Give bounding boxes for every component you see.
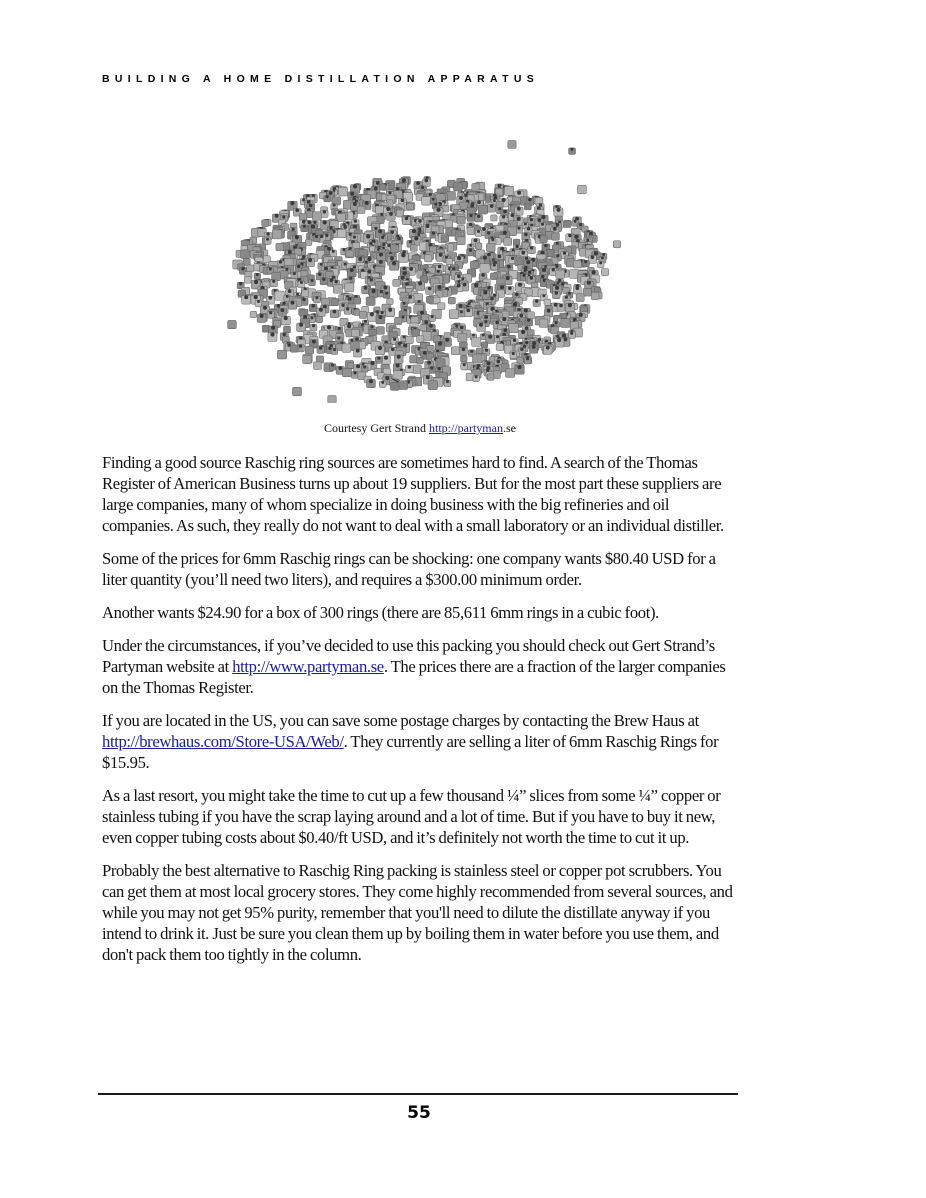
ring-icon — [354, 349, 362, 357]
ring-icon — [475, 230, 482, 236]
ring-icon — [415, 281, 424, 290]
ring-icon — [387, 212, 396, 220]
ring-icon — [316, 316, 323, 322]
ring-icon — [475, 215, 483, 222]
ring-icon — [454, 183, 463, 191]
ring-icon — [435, 341, 445, 350]
ring-icon — [420, 325, 427, 332]
ring-icon — [578, 185, 587, 194]
ring-icon — [573, 286, 581, 294]
ring-icon — [524, 358, 531, 364]
ring-icon — [395, 317, 403, 324]
ring-icon — [394, 371, 403, 379]
ring-icon — [407, 203, 414, 210]
ring-icon — [544, 299, 551, 305]
ring-icon — [399, 253, 409, 262]
ring-icon — [377, 253, 386, 262]
ring-icon — [436, 359, 445, 368]
ring-icon — [257, 314, 266, 323]
ring-icon — [359, 312, 366, 319]
ring-icon — [375, 346, 384, 355]
paragraph-brewhaus — [102, 710, 742, 773]
ring-icon — [281, 316, 290, 325]
ring-icon — [488, 204, 496, 212]
ring-icon — [515, 365, 524, 374]
ring-icon — [496, 201, 503, 208]
ring-icon — [354, 298, 361, 305]
body-text — [102, 452, 742, 977]
ring-icon — [284, 326, 291, 333]
ring-icon — [513, 239, 520, 245]
ring-icon — [387, 299, 393, 305]
ring-icon — [598, 261, 605, 267]
ring-icon — [448, 297, 455, 304]
ring-icon — [490, 273, 497, 280]
ring-icon — [552, 233, 560, 240]
ring-icon — [525, 318, 533, 326]
ring-icon — [451, 347, 459, 355]
ring-icon — [458, 310, 465, 317]
brewhaus-link[interactable]: http://brewhaus.com/Store-USA/Web/ — [102, 732, 344, 751]
ring-icon — [331, 299, 339, 306]
ring-icon — [277, 350, 286, 359]
ring-icon — [588, 256, 596, 264]
ring-icon — [444, 380, 451, 387]
ring-icon — [309, 279, 316, 286]
ring-icon — [576, 294, 584, 302]
footer-rule — [98, 1093, 738, 1095]
ring-icon — [390, 261, 399, 270]
ring-icon — [470, 261, 478, 269]
ring-icon — [564, 220, 572, 227]
ring-icon — [278, 308, 286, 316]
ring-icon — [369, 329, 377, 336]
ring-icon — [533, 299, 540, 306]
ring-icon — [467, 227, 475, 235]
ring-icon — [333, 284, 342, 293]
ring-icon — [553, 291, 561, 298]
ring-icon — [504, 186, 513, 195]
ring-icon — [402, 216, 410, 224]
ring-icon — [500, 215, 508, 222]
ring-icon — [331, 348, 338, 354]
ring-icon — [317, 347, 324, 354]
ring-icon — [410, 245, 417, 252]
ring-icon — [487, 374, 494, 380]
paragraph-partyman-before: Under the circumstances, if you’ve decided to use this packing you should check out Gert Strand’s Partyman website at — [102, 636, 715, 676]
ring-icon — [417, 336, 424, 343]
ring-icon — [342, 368, 351, 377]
ring-icon — [426, 296, 433, 303]
ring-icon — [351, 371, 358, 378]
ring-icon — [244, 277, 251, 283]
ring-icon — [393, 279, 400, 286]
page-number: 55 — [407, 1103, 431, 1123]
ring-icon — [475, 243, 482, 249]
ring-icon — [554, 208, 563, 217]
paragraph-partyman — [102, 635, 742, 698]
ring-icon — [305, 239, 312, 245]
ring-icon — [422, 197, 431, 205]
raschig-rings-image — [222, 128, 628, 403]
ring-icon — [383, 292, 390, 299]
ring-icon — [417, 357, 424, 364]
paragraph-another-price: Another wants $24.90 for a box of 300 rings (there are 85,611 6mm rings in a cubic foot). — [102, 603, 659, 622]
ring-icon — [491, 264, 498, 271]
ring-icon — [344, 307, 351, 314]
ring-icon — [337, 214, 346, 222]
ring-icon — [413, 365, 422, 373]
ring-icon — [228, 320, 237, 328]
ring-icon — [428, 381, 438, 390]
ring-icon — [406, 365, 414, 373]
ring-icon — [406, 337, 414, 344]
ring-icon — [422, 314, 429, 321]
ring-icon — [467, 214, 475, 222]
paragraph-pot-scrubbers: Probably the best alternative to Raschig Ring packing is stainless steel or copper pot scrubbers. You can get them at most local grocery stores. They come highly recommended from several sources, and while you may not get 95% purity, remember that you'll need to dilute the distillate anyway if you intend to drink it. Just be sure you clean them up by boiling them in water before you use them, and don't pack them too tightly in the column. — [102, 861, 733, 964]
ring-icon — [305, 346, 313, 354]
ring-icon — [376, 206, 384, 214]
ring-icon — [347, 362, 353, 368]
ring-icon — [556, 270, 565, 278]
ring-icon — [254, 273, 261, 279]
ring-icon — [368, 278, 375, 285]
paragraph-partyman-after: . The prices there are a fraction of the larger companies on the Thomas Register. — [102, 657, 726, 697]
ring-icon — [264, 238, 271, 245]
ring-icon — [539, 319, 548, 327]
ring-icon — [519, 330, 528, 339]
ring-icon — [366, 297, 375, 306]
caption-link[interactable]: http://partyman — [428, 421, 503, 435]
ring-icon — [481, 342, 487, 348]
raschig-rings-photo — [222, 128, 628, 403]
ring-icon — [275, 291, 285, 300]
ring-icon — [241, 250, 250, 259]
ring-icon — [544, 346, 553, 354]
ring-icon — [530, 345, 538, 353]
ring-icon — [290, 345, 298, 352]
ring-icon — [272, 230, 282, 239]
ring-icon — [394, 355, 403, 364]
ring-icon — [458, 333, 467, 342]
ring-icon — [345, 283, 354, 292]
ring-icon — [320, 278, 327, 285]
ring-icon — [321, 210, 329, 217]
ring-icon — [504, 238, 512, 246]
ring-icon — [379, 381, 386, 388]
ring-icon — [460, 348, 468, 356]
ring-icon — [376, 315, 385, 324]
ring-icon — [391, 382, 400, 390]
ring-icon — [457, 237, 465, 245]
ring-icon — [351, 329, 359, 337]
ring-icon — [569, 148, 576, 155]
paragraph-prices: Some of the prices for 6mm Raschig rings can be shocking: one company wants $80.40 USD for a liter quantity (you’ll need two liters), and requires a $300.00 minimum order. — [102, 549, 716, 589]
ring-icon — [379, 236, 386, 243]
paragraph-suppliers: Finding a good source Raschig ring sources are sometimes hard to find. A search of the Thomas Register of American Business turns up about 19 suppliers. But for the most part these suppliers are large companies, many of whom specialize in doing business with the big refineries and oil companies. As such, they really do not want to deal with a small laboratory or an individual distiller. — [102, 453, 724, 535]
ring-icon — [509, 324, 519, 333]
ring-icon — [477, 323, 486, 332]
ring-icon — [299, 214, 307, 221]
ring-icon — [313, 235, 320, 242]
ring-icon — [528, 246, 536, 253]
ring-icon — [527, 312, 535, 319]
ring-icon — [446, 258, 453, 264]
ring-icon — [324, 195, 331, 202]
ring-icon — [314, 296, 321, 303]
ring-icon — [491, 215, 497, 221]
ring-icon — [262, 220, 269, 227]
ring-icon — [367, 379, 376, 387]
ring-icon — [441, 235, 449, 242]
ring-icon — [496, 344, 503, 351]
paragraph-brewhaus-before: If you are located in the US, you can save some postage charges by contacting the Brew Haus at — [102, 711, 699, 730]
ring-icon — [328, 396, 336, 404]
ring-icon — [314, 362, 322, 370]
ring-icon — [255, 300, 262, 307]
ring-icon — [478, 205, 487, 214]
ring-icon — [486, 243, 495, 251]
ring-icon — [321, 298, 329, 306]
ring-icon — [242, 295, 251, 304]
running-header: BUILDING A HOME DISTILLATION APPARATUS — [102, 73, 540, 85]
paragraph-brewhaus-after: . They currently are selling a liter of 6mm Raschig Rings for $15.95. — [102, 732, 719, 772]
paragraph-last-resort: As a last resort, you might take the time to cut up a few thousand ¼” slices from some ¼” copper or stainless tubing if you have the scrap laying around and a lot of time. But if you have to buy it new, even copper tubing costs about $0.40/ft USD, and it’s definitely not worth the time to cut it up. — [102, 786, 721, 847]
ring-icon — [510, 352, 517, 358]
ring-icon — [303, 355, 312, 363]
ring-icon — [461, 356, 468, 362]
ring-icon — [329, 364, 336, 371]
ring-icon — [338, 187, 347, 196]
ring-icon — [425, 255, 432, 262]
ring-icon — [270, 280, 277, 287]
ring-icon — [480, 264, 489, 273]
ring-icon — [357, 206, 365, 213]
ring-icon — [540, 236, 547, 243]
ring-icon — [473, 354, 483, 363]
ring-icon — [561, 319, 570, 328]
ring-icon — [464, 309, 472, 317]
ring-icon — [293, 387, 302, 396]
ring-icon — [291, 272, 298, 279]
ring-icon — [422, 179, 430, 187]
ring-icon — [346, 250, 353, 257]
ring-icon — [376, 327, 384, 335]
ring-icon — [457, 216, 465, 224]
ring-icon — [267, 311, 274, 318]
ring-icon — [369, 289, 378, 298]
ring-icon — [367, 312, 377, 321]
ring-icon — [506, 369, 515, 378]
ring-icon — [565, 303, 574, 312]
ring-icon — [298, 281, 305, 288]
ring-icon — [508, 141, 516, 149]
ring-icon — [268, 332, 277, 341]
ring-icon — [288, 301, 297, 309]
ring-icon — [309, 304, 317, 312]
ring-icon — [472, 338, 481, 347]
ring-icon — [412, 329, 420, 337]
ring-icon — [449, 310, 458, 319]
ring-icon — [473, 375, 480, 381]
ring-icon — [330, 310, 338, 318]
ring-icon — [347, 268, 356, 277]
caption-suffix: .se — [502, 421, 516, 435]
ring-icon — [438, 303, 445, 310]
ring-icon — [250, 311, 257, 317]
ring-icon — [247, 265, 254, 272]
ring-icon — [386, 308, 395, 317]
ring-icon — [361, 366, 368, 373]
ring-icon — [426, 287, 434, 295]
caption-text: Courtesy Gert Strand — [324, 421, 429, 435]
ring-icon — [342, 344, 351, 353]
ring-icon — [613, 241, 620, 248]
ring-icon — [276, 243, 284, 251]
partyman-link[interactable]: http://www.partyman.se — [232, 657, 384, 676]
ring-icon — [310, 324, 317, 331]
ring-icon — [302, 290, 309, 297]
ring-icon — [306, 258, 315, 267]
ring-icon — [297, 323, 306, 332]
ring-icon — [382, 356, 391, 365]
ring-icon — [582, 260, 589, 267]
ring-icon — [444, 333, 450, 339]
ring-icon — [337, 229, 346, 237]
ring-icon — [391, 245, 399, 253]
ring-icon — [312, 212, 321, 221]
figure-caption — [0, 421, 840, 436]
ring-icon — [461, 363, 468, 370]
ring-icon — [301, 225, 308, 232]
ring-icon — [591, 292, 599, 299]
ring-icon — [573, 260, 581, 268]
ring-icon — [601, 269, 608, 276]
ring-icon — [524, 203, 531, 210]
ring-icon — [557, 304, 565, 312]
ring-icon — [398, 381, 407, 390]
